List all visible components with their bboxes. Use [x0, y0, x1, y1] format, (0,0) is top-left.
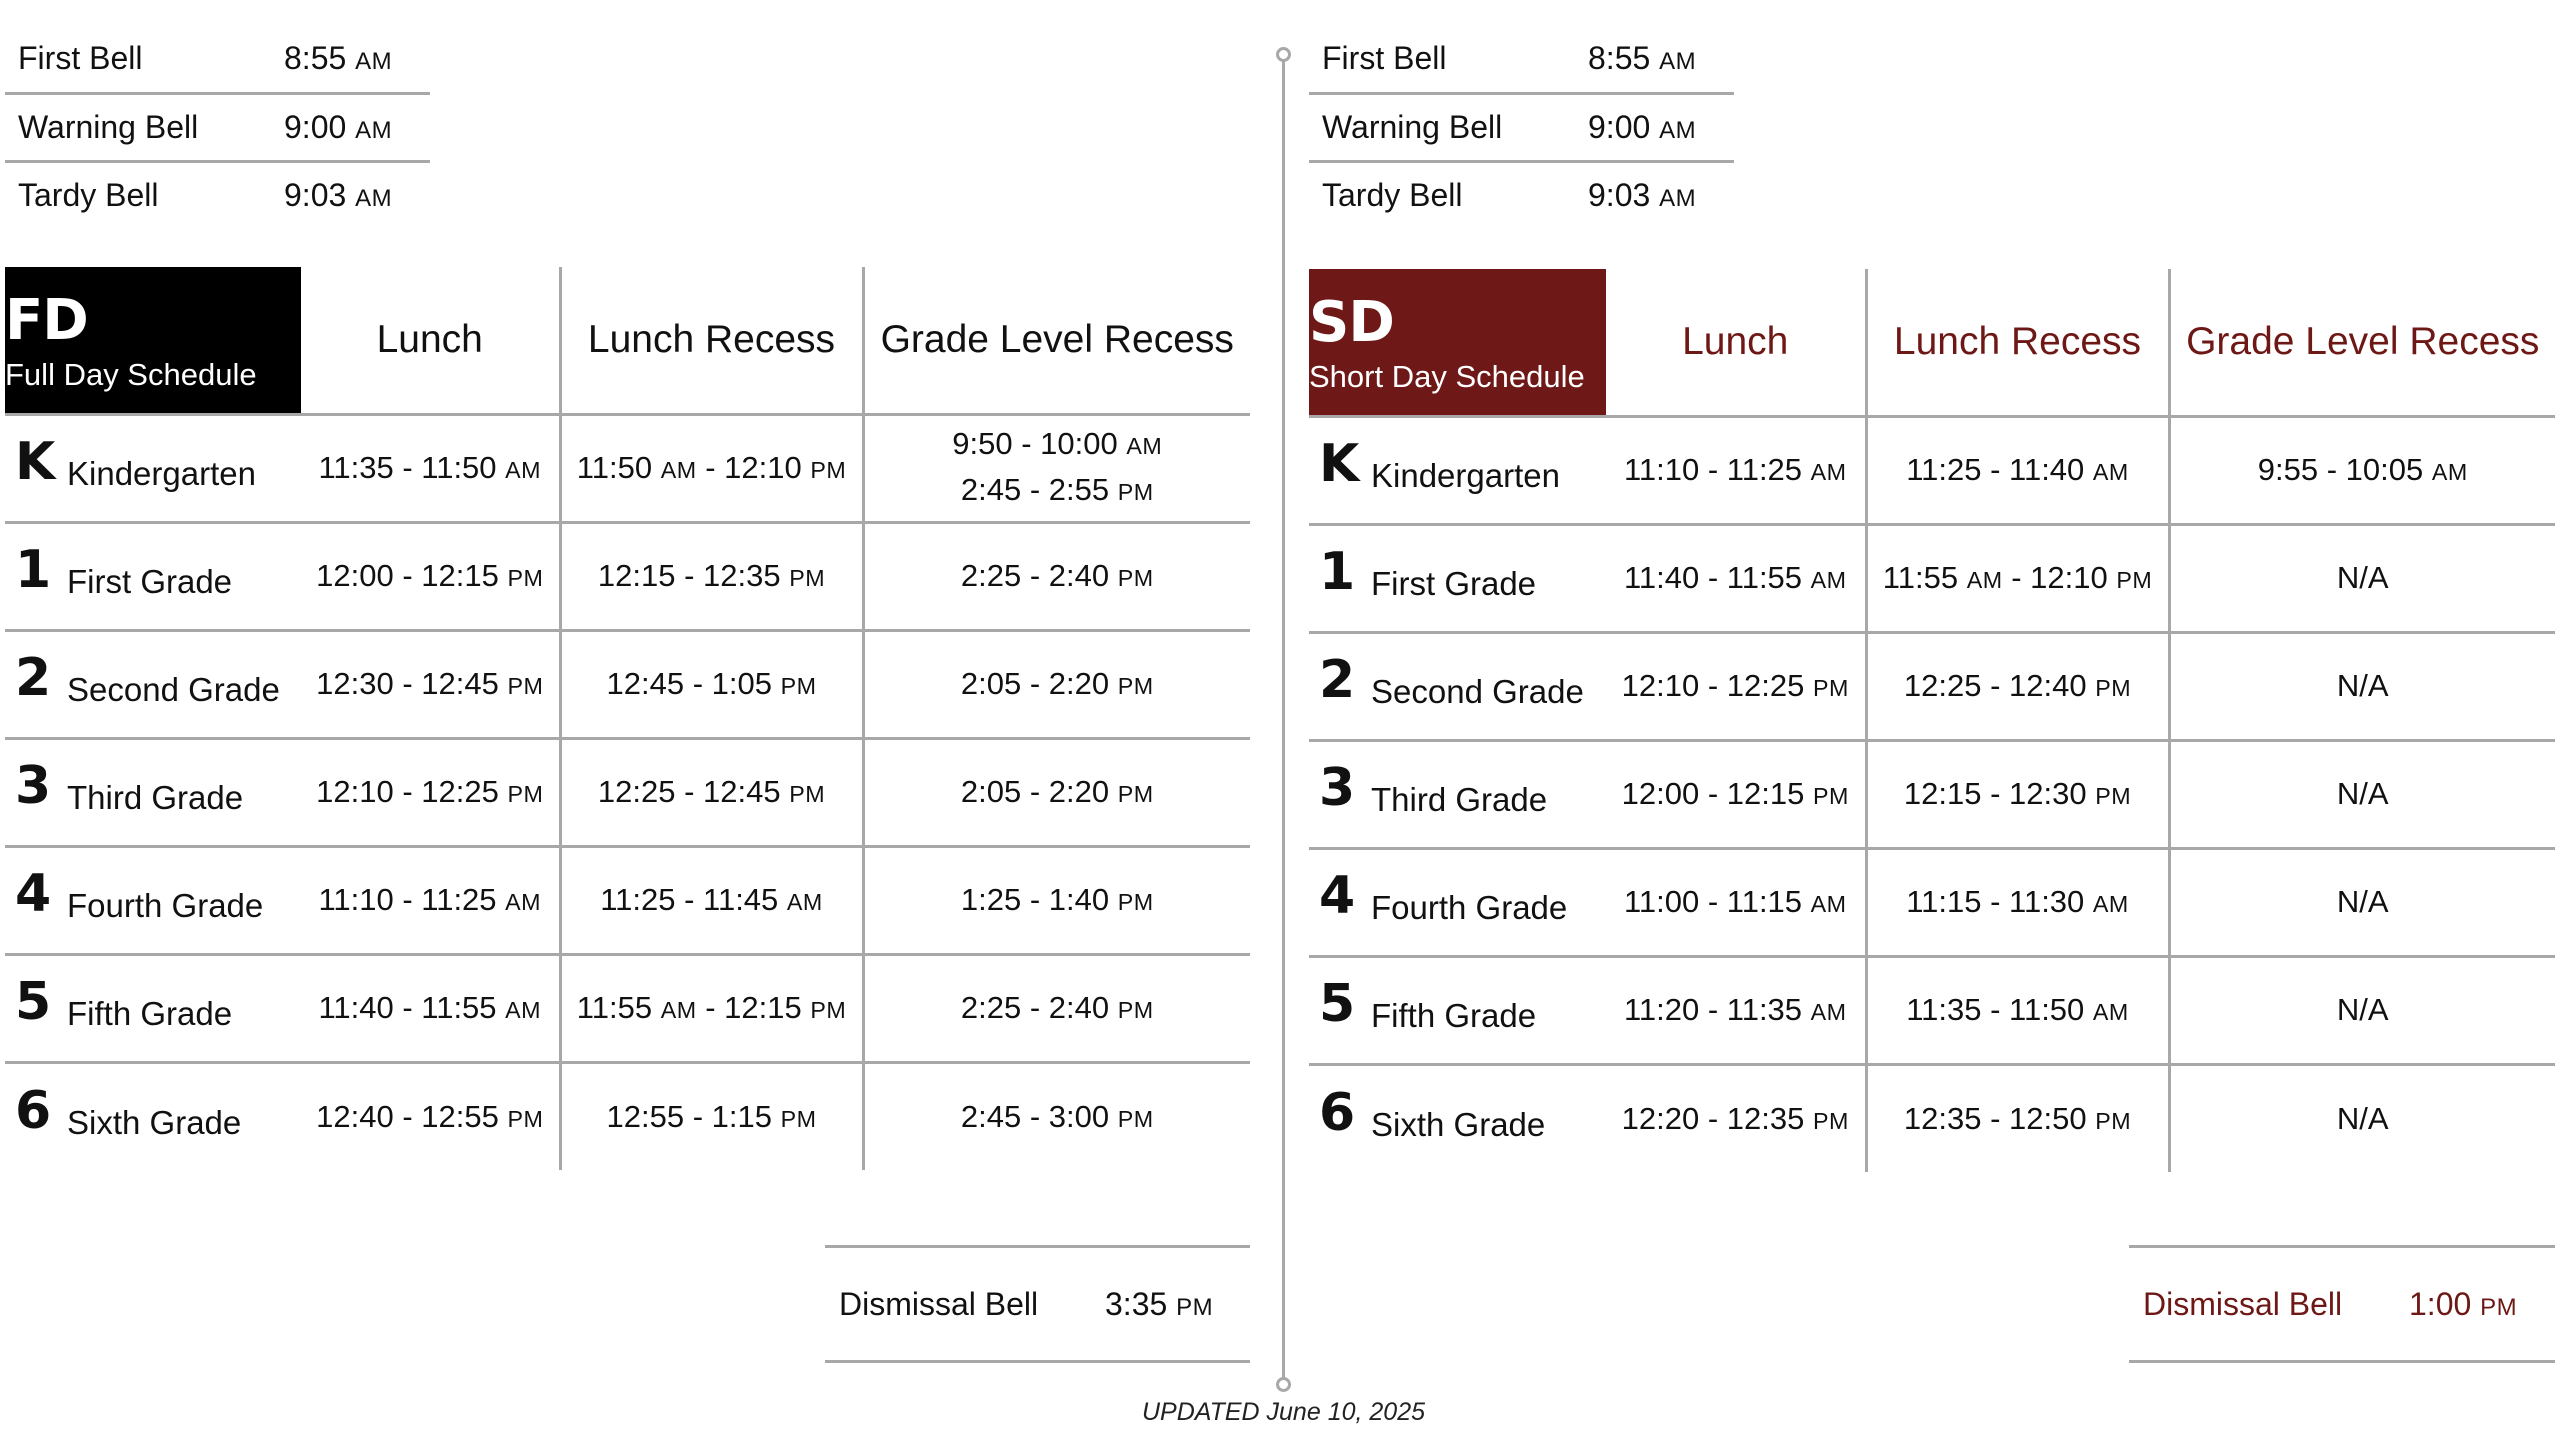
time-text: 12:25 - 12:45: [597, 774, 781, 809]
lunch-recess-time-cell: [560, 738, 863, 846]
time-meridiem: PM: [1117, 997, 1154, 1023]
grade-name: First Grade: [1371, 565, 1537, 602]
grade-recess-time-cell: [2169, 848, 2555, 956]
time-meridiem: AM: [786, 889, 823, 915]
time-text: 11:40 - 11:55: [1623, 560, 1803, 595]
time-text: 9:50 - 10:00: [952, 426, 1118, 461]
schedule-badge: [1309, 269, 1606, 416]
bell-time-meridiem: AM: [1659, 47, 1697, 75]
lunch-time-cell: [301, 630, 560, 738]
badge-abbr: FD: [5, 288, 88, 353]
time-text: 12:00 - 12:15: [316, 558, 499, 593]
time-meridiem: PM: [507, 673, 544, 699]
time-meridiem: PM: [1117, 781, 1154, 807]
grade-number: 5: [1319, 974, 1356, 1034]
time-meridiem: PM: [507, 1105, 544, 1132]
grade-recess-time-cell: [863, 414, 1250, 522]
grade-recess-line: [961, 774, 1154, 809]
bell-time-meridiem: AM: [355, 117, 393, 144]
column-header-grade-level-recess: Grade Level Recess: [2169, 269, 2555, 416]
grade-cell: [5, 630, 301, 738]
grade-cell: [1309, 632, 1606, 740]
grade-name: Fifth Grade: [67, 995, 233, 1032]
table-row: [1309, 632, 2555, 740]
time-meridiem: PM: [780, 673, 817, 699]
grade-number: 4: [1319, 866, 1356, 926]
table-row: [5, 954, 1250, 1062]
grade-recess-time-cell: [2169, 524, 2555, 632]
bell-time: [1588, 109, 1696, 146]
grade-cell: [5, 954, 301, 1062]
grade-recess-line: [961, 558, 1154, 593]
grade-recess-line: [2337, 1101, 2389, 1136]
grade-recess-line: [2337, 668, 2389, 703]
grade-number: 3: [15, 756, 52, 816]
dismissal-bell: [825, 1245, 1250, 1363]
badge-abbr: SD: [1309, 290, 1394, 355]
grade-recess-time-cell: [2169, 416, 2555, 524]
table-row: [5, 414, 1250, 522]
time-text: 11:35 - 11:50: [1906, 992, 2085, 1027]
grade-name: Third Grade: [1371, 781, 1548, 818]
time-meridiem: AM: [1810, 999, 1847, 1025]
time-text: 9:55 - 10:05: [2257, 452, 2424, 487]
time-text: 12:30 - 12:45: [316, 666, 499, 701]
time-meridiem: AM: [2092, 999, 2129, 1025]
lunch-time-cell: [301, 954, 560, 1062]
bell-time: [284, 177, 392, 214]
table-row: [5, 1062, 1250, 1170]
bell-row: [1309, 92, 1734, 160]
grade-number: 3: [1319, 758, 1356, 818]
grade-number: 4: [15, 864, 52, 924]
time-text: 2:45 - 3:00: [960, 1098, 1110, 1134]
divider-bottom-dot: [1276, 1377, 1291, 1392]
time-meridiem: AM: [1810, 567, 1847, 593]
grade-number: K: [1319, 434, 1360, 494]
bell-label: Warning Bell: [1322, 109, 1503, 145]
grade-cell: [1309, 1064, 1606, 1172]
grade-cell: [5, 414, 301, 522]
time-meridiem: PM: [1117, 889, 1154, 915]
lunch-time-cell: [301, 1062, 560, 1170]
table-row: [1309, 524, 2555, 632]
bell-row: [1309, 160, 1734, 228]
dismissal-time: 3:35 PM: [1105, 1285, 1214, 1322]
grade-cell: [5, 1062, 301, 1170]
time-meridiem: AM: [2092, 891, 2129, 917]
lunch-time-cell: [301, 846, 560, 954]
bell-time: [1588, 40, 1696, 77]
table-row: [5, 738, 1250, 846]
divider-top-dot: [1276, 47, 1291, 62]
bell-time-value: 8:55: [284, 39, 347, 76]
lunch-recess-time-cell: [560, 522, 863, 630]
time-meridiem: AM: [505, 889, 542, 915]
time-meridiem: PM: [1117, 565, 1154, 591]
lunch-time-cell: [1606, 848, 1866, 956]
bell-time-meridiem: AM: [355, 185, 393, 212]
time-text: 12:55 - 1:15: [606, 1098, 772, 1134]
grade-name: First Grade: [67, 563, 233, 600]
time-meridiem: AM: [2092, 459, 2129, 485]
bell-time-meridiem: AM: [355, 47, 393, 75]
grade-recess-line: [2337, 560, 2389, 595]
grade-name: Second Grade: [67, 671, 280, 708]
time-meridiem: PM: [810, 457, 847, 483]
schedule-badge: [5, 267, 301, 414]
time-text: N/A: [2336, 884, 2389, 919]
table-row: [5, 630, 1250, 738]
time-meridiem: AM: [660, 457, 697, 483]
time-meridiem: PM: [1812, 675, 1849, 701]
time-text: 12:40 - 12:55: [316, 1098, 499, 1134]
bell-row: [5, 160, 430, 228]
time-meridiem: PM: [789, 565, 826, 591]
grade-name: Fifth Grade: [1371, 997, 1537, 1034]
time-meridiem: AM: [1810, 459, 1847, 485]
table-row: [1309, 416, 2555, 524]
lunch-time-cell: [1606, 416, 1866, 524]
grade-name: Fourth Grade: [67, 887, 264, 924]
column-header-lunch: Lunch: [1606, 269, 1866, 416]
bell-label: Tardy Bell: [18, 177, 159, 213]
grade-number: 2: [15, 648, 52, 708]
grade-recess-line: [2337, 776, 2389, 811]
lunch-recess-time-cell: [1866, 956, 2169, 1064]
time-meridiem: PM: [2116, 567, 2153, 593]
time-meridiem: PM: [1117, 673, 1154, 699]
time-text: 12:45 - 1:05: [606, 666, 772, 701]
time-text: 12:00 - 12:15: [1621, 776, 1805, 811]
time-text: N/A: [2336, 992, 2389, 1027]
table-row: [5, 522, 1250, 630]
grade-name: Kindergarten: [1371, 457, 1560, 494]
time-text: - 12:15: [696, 990, 802, 1025]
time-text: 2:05 - 2:20: [960, 774, 1110, 809]
grade-recess-line: [865, 422, 1251, 468]
grade-recess-line: [961, 666, 1154, 701]
bell-time-value: 9:00: [284, 109, 347, 145]
table-header-row: [5, 267, 1250, 414]
lunch-recess-time-cell: [1866, 416, 2169, 524]
grade-cell: [1309, 416, 1606, 524]
time-text: 2:45 - 2:55: [960, 472, 1110, 507]
badge-label: Full Day Schedule: [5, 357, 257, 392]
lunch-recess-time-cell: [1866, 1064, 2169, 1172]
time-text: 11:55: [1882, 560, 1959, 595]
time-text: 12:10 - 12:25: [316, 774, 499, 809]
grade-recess-time-cell: [2169, 1064, 2555, 1172]
time-meridiem: PM: [1812, 783, 1849, 809]
bell-row: [1309, 24, 1734, 92]
grade-number: 6: [15, 1080, 52, 1141]
grade-name: Sixth Grade: [67, 1103, 242, 1141]
grade-cell: [5, 846, 301, 954]
time-text: 11:10 - 11:25: [1623, 452, 1803, 487]
lunch-time-cell: [1606, 524, 1866, 632]
grade-recess-time-cell: [863, 738, 1250, 846]
grade-recess-line: [865, 468, 1251, 514]
bell-time-value: 9:00: [1588, 109, 1651, 145]
grade-number: 1: [15, 540, 52, 600]
bell-time-value: 9:03: [1588, 177, 1651, 213]
bell-row: [5, 92, 430, 160]
grade-recess-line: [961, 1099, 1154, 1134]
center-divider: [1282, 55, 1285, 1385]
grade-recess-time-cell: [863, 630, 1250, 738]
lunch-recess-time-cell: [560, 414, 863, 522]
time-meridiem: PM: [507, 565, 544, 591]
lunch-time-cell: [301, 738, 560, 846]
lunch-time-cell: [1606, 1064, 1866, 1172]
time-text: 11:55: [576, 990, 653, 1025]
time-meridiem: PM: [2095, 1107, 2132, 1134]
lunch-time-cell: [1606, 740, 1866, 848]
lunch-recess-time-cell: [1866, 632, 2169, 740]
table-row: [1309, 956, 2555, 1064]
grade-number: 2: [1319, 650, 1356, 710]
time-meridiem: PM: [780, 1105, 817, 1132]
bell-time-value: 8:55: [1588, 39, 1651, 76]
grade-cell: [1309, 524, 1606, 632]
time-text: 12:35 - 12:50: [1903, 1100, 2087, 1136]
grade-number: 5: [15, 972, 52, 1032]
bell-time-meridiem: AM: [1659, 117, 1697, 144]
lunch-recess-time-cell: [560, 846, 863, 954]
badge-label: Short Day Schedule: [1309, 359, 1585, 394]
bell-label: First Bell: [18, 39, 143, 76]
time-text: 12:15 - 12:30: [1903, 776, 2087, 811]
time-text: 12:20 - 12:35: [1621, 1100, 1805, 1136]
time-text: 11:40 - 11:55: [318, 990, 497, 1025]
time-text: N/A: [2336, 776, 2389, 811]
lunch-recess-time-cell: [1866, 740, 2169, 848]
dismissal-time: 1:00 PM: [2409, 1285, 2518, 1322]
bell-time: [284, 109, 392, 146]
time-text: - 12:10: [2002, 560, 2108, 595]
bell-label: Tardy Bell: [1322, 177, 1463, 213]
time-text: 11:25 - 11:45: [600, 882, 779, 917]
grade-name: Second Grade: [1371, 673, 1584, 710]
time-text: N/A: [2336, 668, 2389, 703]
full-day-schedule-table: [5, 267, 1250, 1170]
time-text: 11:35 - 11:50: [318, 450, 497, 485]
time-text: 11:25 - 11:40: [1906, 452, 2085, 487]
table-row: [1309, 1064, 2555, 1172]
bell-row: [5, 24, 430, 92]
bell-time: [284, 40, 392, 77]
table-row: [5, 846, 1250, 954]
grade-name: Kindergarten: [67, 455, 256, 492]
dismissal-label: Dismissal Bell: [2143, 1285, 2343, 1322]
table-row: [1309, 848, 2555, 956]
lunch-recess-time-cell: [560, 630, 863, 738]
time-text: 1:25 - 1:40: [960, 882, 1110, 917]
grade-recess-line: [961, 882, 1154, 917]
grade-name: Sixth Grade: [1371, 1105, 1546, 1143]
bell-time-meridiem: AM: [1659, 185, 1697, 212]
dismissal-label: Dismissal Bell: [839, 1285, 1039, 1322]
time-meridiem: PM: [810, 997, 847, 1023]
grade-cell: [5, 522, 301, 630]
time-meridiem: PM: [789, 781, 826, 807]
updated-date: UPDATED June 10, 2025: [1141, 1398, 1426, 1426]
grade-recess-time-cell: [863, 522, 1250, 630]
grade-name: Fourth Grade: [1371, 889, 1568, 926]
lunch-recess-time-cell: [560, 1062, 863, 1170]
grade-recess-time-cell: [863, 846, 1250, 954]
time-meridiem: AM: [505, 457, 542, 483]
lunch-time-cell: [1606, 956, 1866, 1064]
grade-recess-time-cell: [2169, 740, 2555, 848]
time-meridiem: PM: [2095, 783, 2132, 809]
grade-recess-time-cell: [2169, 632, 2555, 740]
table-header-row: [1309, 269, 2555, 416]
time-meridiem: PM: [1812, 1107, 1849, 1134]
time-meridiem: AM: [1966, 567, 2003, 593]
grade-number: 1: [1319, 542, 1356, 602]
bell-time: [1588, 177, 1696, 214]
grade-recess-line: [2337, 992, 2389, 1027]
grade-recess-time-cell: [2169, 956, 2555, 1064]
lunch-time-cell: [301, 522, 560, 630]
time-text: 11:20 - 11:35: [1623, 992, 1803, 1027]
grade-cell: [1309, 740, 1606, 848]
time-text: 12:10 - 12:25: [1621, 668, 1805, 703]
time-text: 11:10 - 11:25: [318, 882, 497, 917]
bell-label: First Bell: [1322, 39, 1447, 76]
time-text: 11:15 - 11:30: [1906, 884, 2085, 919]
grade-cell: [1309, 848, 1606, 956]
bell-times: [1309, 24, 1734, 228]
lunch-time-cell: [301, 414, 560, 522]
lunch-recess-time-cell: [560, 954, 863, 1062]
grade-recess-line: [2337, 884, 2389, 919]
column-header-lunch-recess: Lunch Recess: [1866, 269, 2169, 416]
column-header-lunch: Lunch: [301, 267, 560, 414]
grade-cell: [1309, 956, 1606, 1064]
bell-label: Warning Bell: [18, 109, 199, 145]
grade-name: Third Grade: [67, 779, 244, 816]
lunch-time-cell: [1606, 632, 1866, 740]
time-meridiem: PM: [1117, 1105, 1154, 1132]
grade-recess-time-cell: [863, 1062, 1250, 1170]
lunch-recess-time-cell: [1866, 524, 2169, 632]
time-meridiem: AM: [2431, 459, 2468, 485]
time-text: - 12:10: [696, 450, 802, 485]
time-meridiem: AM: [1810, 891, 1847, 917]
grade-recess-line: [961, 990, 1154, 1025]
time-meridiem: PM: [1117, 479, 1154, 505]
time-text: 11:00 - 11:15: [1623, 884, 1803, 919]
time-meridiem: AM: [1126, 433, 1163, 459]
time-text: 12:25 - 12:40: [1903, 668, 2087, 703]
bell-time-value: 9:03: [284, 177, 347, 213]
grade-recess-time-cell: [863, 954, 1250, 1062]
column-header-grade-level-recess: Grade Level Recess: [863, 267, 1250, 414]
grade-number: 6: [1319, 1082, 1356, 1143]
time-meridiem: AM: [505, 997, 542, 1023]
time-text: 2:25 - 2:40: [960, 990, 1110, 1025]
lunch-recess-time-cell: [1866, 848, 2169, 956]
time-meridiem: AM: [660, 997, 697, 1023]
column-header-lunch-recess: Lunch Recess: [560, 267, 863, 414]
grade-cell: [5, 738, 301, 846]
grade-recess-line: [2258, 452, 2468, 487]
dismissal-bell: [2129, 1245, 2555, 1363]
time-text: 2:25 - 2:40: [960, 558, 1110, 593]
table-row: [1309, 740, 2555, 848]
time-text: N/A: [2336, 1100, 2389, 1136]
time-text: N/A: [2336, 560, 2389, 595]
time-text: 12:15 - 12:35: [597, 558, 781, 593]
time-text: 11:50: [576, 450, 653, 485]
time-meridiem: PM: [2095, 675, 2132, 701]
bell-times: [5, 24, 430, 228]
time-meridiem: PM: [507, 781, 544, 807]
grade-number: K: [15, 432, 56, 492]
short-day-schedule-table: [1309, 269, 2555, 1172]
time-text: 2:05 - 2:20: [960, 666, 1110, 701]
